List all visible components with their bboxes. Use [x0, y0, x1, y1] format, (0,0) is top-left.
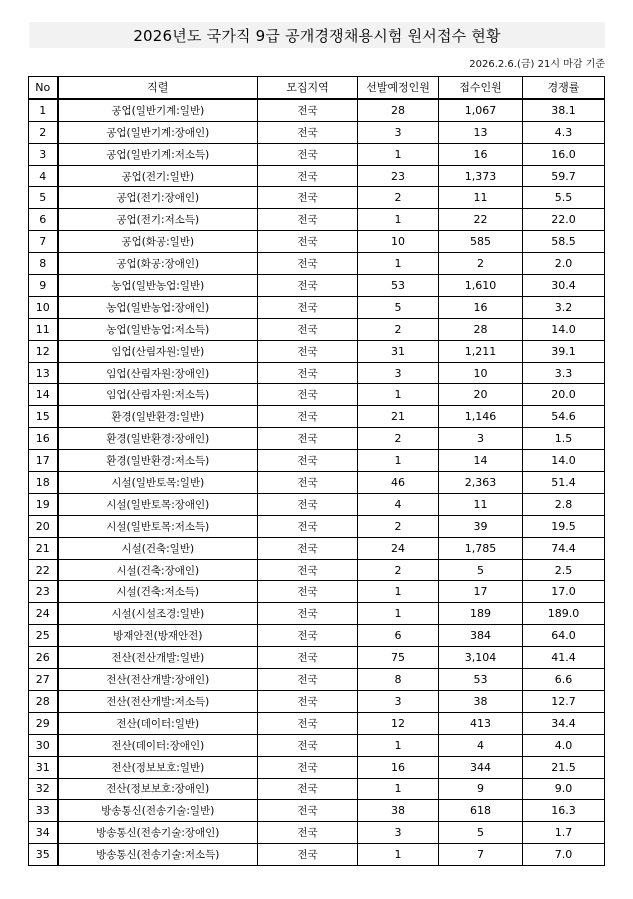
row-no: 20 — [29, 515, 58, 537]
row-applicants: 5 — [439, 822, 523, 844]
row-applicants: 17 — [439, 581, 523, 603]
row-no: 30 — [29, 734, 58, 756]
row-no: 23 — [29, 581, 58, 603]
row-applicants: 16 — [439, 143, 523, 165]
row-series: 공업(일반기계:장애인) — [58, 121, 258, 143]
row-applicants: 5 — [439, 559, 523, 581]
row-region: 전국 — [258, 581, 358, 603]
row-no: 17 — [29, 450, 58, 472]
table-row — [29, 493, 605, 515]
row-ratio: 9.0 — [523, 778, 605, 800]
table-row — [29, 844, 605, 866]
row-ratio: 7.0 — [523, 844, 605, 866]
row-applicants: 1,211 — [439, 340, 523, 362]
application-status-table — [28, 76, 605, 866]
row-series: 공업(전기:일반) — [58, 165, 258, 187]
row-ratio: 2.0 — [523, 253, 605, 275]
row-region: 전국 — [258, 253, 358, 275]
row-applicants: 4 — [439, 734, 523, 756]
row-planned: 16 — [358, 756, 439, 778]
header-no: No — [29, 77, 58, 99]
table-row — [29, 318, 605, 340]
row-series: 공업(일반기계:저소득) — [58, 143, 258, 165]
row-planned: 38 — [358, 800, 439, 822]
row-region: 전국 — [258, 756, 358, 778]
row-series: 공업(전기:저소득) — [58, 209, 258, 231]
row-ratio: 16.3 — [523, 800, 605, 822]
row-planned: 75 — [358, 647, 439, 669]
row-series: 시설(건축:장애인) — [58, 559, 258, 581]
row-region: 전국 — [258, 537, 358, 559]
row-region: 전국 — [258, 778, 358, 800]
row-region: 전국 — [258, 493, 358, 515]
row-no: 31 — [29, 756, 58, 778]
row-region: 전국 — [258, 669, 358, 691]
row-ratio: 39.1 — [523, 340, 605, 362]
row-ratio: 38.1 — [523, 99, 605, 121]
row-planned: 53 — [358, 275, 439, 297]
row-series: 시설(건축:일반) — [58, 537, 258, 559]
row-planned: 31 — [358, 340, 439, 362]
row-no: 5 — [29, 187, 58, 209]
row-no: 13 — [29, 362, 58, 384]
row-planned: 1 — [358, 384, 439, 406]
row-planned: 1 — [358, 581, 439, 603]
table-row — [29, 428, 605, 450]
row-planned: 2 — [358, 559, 439, 581]
row-applicants: 11 — [439, 187, 523, 209]
row-series: 농업(일반농업:일반) — [58, 275, 258, 297]
row-applicants: 38 — [439, 690, 523, 712]
row-ratio: 6.6 — [523, 669, 605, 691]
table-header-row — [29, 77, 605, 99]
row-planned: 21 — [358, 406, 439, 428]
row-planned: 1 — [358, 143, 439, 165]
row-ratio: 22.0 — [523, 209, 605, 231]
row-series: 시설(일반토목:장애인) — [58, 493, 258, 515]
row-applicants: 384 — [439, 625, 523, 647]
table-row — [29, 647, 605, 669]
row-ratio: 12.7 — [523, 690, 605, 712]
row-ratio: 189.0 — [523, 603, 605, 625]
row-planned: 2 — [358, 318, 439, 340]
row-region: 전국 — [258, 187, 358, 209]
row-planned: 1 — [358, 253, 439, 275]
row-applicants: 344 — [439, 756, 523, 778]
row-applicants: 1,146 — [439, 406, 523, 428]
row-ratio: 34.4 — [523, 712, 605, 734]
row-ratio: 4.3 — [523, 121, 605, 143]
row-region: 전국 — [258, 625, 358, 647]
row-series: 전산(정보보호:장애인) — [58, 778, 258, 800]
row-applicants: 53 — [439, 669, 523, 691]
row-applicants: 3 — [439, 428, 523, 450]
row-ratio: 54.6 — [523, 406, 605, 428]
row-planned: 23 — [358, 165, 439, 187]
row-applicants: 39 — [439, 515, 523, 537]
row-region: 전국 — [258, 340, 358, 362]
row-planned: 1 — [358, 844, 439, 866]
row-region: 전국 — [258, 647, 358, 669]
table-row — [29, 165, 605, 187]
row-region: 전국 — [258, 121, 358, 143]
row-applicants: 413 — [439, 712, 523, 734]
row-ratio: 74.4 — [523, 537, 605, 559]
row-series: 공업(일반기계:일반) — [58, 99, 258, 121]
row-series: 방재안전(방재안전) — [58, 625, 258, 647]
table-row — [29, 121, 605, 143]
row-no: 15 — [29, 406, 58, 428]
table-row — [29, 669, 605, 691]
row-no: 25 — [29, 625, 58, 647]
header-planned: 선발예정인원 — [358, 77, 439, 99]
row-no: 35 — [29, 844, 58, 866]
row-applicants: 16 — [439, 296, 523, 318]
row-no: 6 — [29, 209, 58, 231]
table-row — [29, 450, 605, 472]
table-row — [29, 231, 605, 253]
row-series: 전산(데이터:장애인) — [58, 734, 258, 756]
row-region: 전국 — [258, 231, 358, 253]
table-row — [29, 537, 605, 559]
row-applicants: 1,785 — [439, 537, 523, 559]
row-region: 전국 — [258, 428, 358, 450]
row-region: 전국 — [258, 143, 358, 165]
row-no: 24 — [29, 603, 58, 625]
table-row — [29, 625, 605, 647]
row-no: 21 — [29, 537, 58, 559]
table-body — [29, 99, 605, 866]
row-series: 시설(건축:저소득) — [58, 581, 258, 603]
row-series: 전산(전산개발:장애인) — [58, 669, 258, 691]
row-applicants: 618 — [439, 800, 523, 822]
row-region: 전국 — [258, 406, 358, 428]
row-no: 29 — [29, 712, 58, 734]
row-applicants: 9 — [439, 778, 523, 800]
row-series: 전산(정보보호:일반) — [58, 756, 258, 778]
row-series: 방송통신(전송기술:일반) — [58, 800, 258, 822]
row-series: 환경(일반환경:일반) — [58, 406, 258, 428]
row-series: 농업(일반농업:장애인) — [58, 296, 258, 318]
row-no: 4 — [29, 165, 58, 187]
row-series: 환경(일반환경:저소득) — [58, 450, 258, 472]
row-region: 전국 — [258, 362, 358, 384]
table-row — [29, 778, 605, 800]
row-ratio: 4.0 — [523, 734, 605, 756]
row-region: 전국 — [258, 559, 358, 581]
header-ratio: 경쟁률 — [523, 77, 605, 99]
row-applicants: 2 — [439, 253, 523, 275]
row-region: 전국 — [258, 275, 358, 297]
row-no: 10 — [29, 296, 58, 318]
row-ratio: 58.5 — [523, 231, 605, 253]
table-row — [29, 603, 605, 625]
row-planned: 1 — [358, 209, 439, 231]
table-row — [29, 559, 605, 581]
table-row — [29, 515, 605, 537]
row-planned: 1 — [358, 778, 439, 800]
document-title: 2026년도 국가직 9급 공개경쟁채용시험 원서접수 현황 — [29, 22, 605, 48]
row-ratio: 3.2 — [523, 296, 605, 318]
row-applicants: 7 — [439, 844, 523, 866]
row-region: 전국 — [258, 712, 358, 734]
row-ratio: 21.5 — [523, 756, 605, 778]
row-no: 9 — [29, 275, 58, 297]
row-planned: 4 — [358, 493, 439, 515]
row-planned: 1 — [358, 603, 439, 625]
row-applicants: 28 — [439, 318, 523, 340]
row-ratio: 3.3 — [523, 362, 605, 384]
row-planned: 8 — [358, 669, 439, 691]
row-region: 전국 — [258, 515, 358, 537]
row-series: 시설(시설조경:일반) — [58, 603, 258, 625]
row-applicants: 1,610 — [439, 275, 523, 297]
row-planned: 5 — [358, 296, 439, 318]
table-row — [29, 800, 605, 822]
table-row — [29, 143, 605, 165]
header-series: 직렬 — [58, 77, 258, 99]
row-applicants: 1,067 — [439, 99, 523, 121]
row-planned: 2 — [358, 515, 439, 537]
row-series: 공업(화공:장애인) — [58, 253, 258, 275]
row-applicants: 13 — [439, 121, 523, 143]
row-series: 환경(일반환경:장애인) — [58, 428, 258, 450]
row-region: 전국 — [258, 209, 358, 231]
row-no: 14 — [29, 384, 58, 406]
table-row — [29, 756, 605, 778]
row-ratio: 2.8 — [523, 493, 605, 515]
row-ratio: 20.0 — [523, 384, 605, 406]
row-no: 1 — [29, 99, 58, 121]
row-region: 전국 — [258, 844, 358, 866]
row-series: 임업(산림자원:일반) — [58, 340, 258, 362]
row-series: 시설(일반토목:저소득) — [58, 515, 258, 537]
row-no: 18 — [29, 472, 58, 494]
table-row — [29, 209, 605, 231]
row-ratio: 64.0 — [523, 625, 605, 647]
table-row — [29, 384, 605, 406]
row-series: 전산(전산개발:일반) — [58, 647, 258, 669]
row-ratio: 17.0 — [523, 581, 605, 603]
row-no: 27 — [29, 669, 58, 691]
row-ratio: 59.7 — [523, 165, 605, 187]
row-no: 32 — [29, 778, 58, 800]
table-row — [29, 275, 605, 297]
row-region: 전국 — [258, 603, 358, 625]
row-no: 19 — [29, 493, 58, 515]
row-series: 임업(산림자원:장애인) — [58, 362, 258, 384]
row-no: 3 — [29, 143, 58, 165]
row-region: 전국 — [258, 690, 358, 712]
row-ratio: 2.5 — [523, 559, 605, 581]
row-region: 전국 — [258, 384, 358, 406]
row-ratio: 30.4 — [523, 275, 605, 297]
table-row — [29, 99, 605, 121]
table-row — [29, 253, 605, 275]
row-no: 8 — [29, 253, 58, 275]
row-ratio: 1.7 — [523, 822, 605, 844]
row-planned: 1 — [358, 734, 439, 756]
row-applicants: 1,373 — [439, 165, 523, 187]
table-row — [29, 581, 605, 603]
row-no: 2 — [29, 121, 58, 143]
table-row — [29, 340, 605, 362]
row-no: 7 — [29, 231, 58, 253]
row-series: 시설(일반토목:일반) — [58, 472, 258, 494]
row-applicants: 585 — [439, 231, 523, 253]
table-row — [29, 406, 605, 428]
row-no: 12 — [29, 340, 58, 362]
row-planned: 3 — [358, 121, 439, 143]
row-no: 16 — [29, 428, 58, 450]
row-series: 전산(전산개발:저소득) — [58, 690, 258, 712]
row-region: 전국 — [258, 99, 358, 121]
row-region: 전국 — [258, 822, 358, 844]
table-row — [29, 690, 605, 712]
row-planned: 6 — [358, 625, 439, 647]
row-applicants: 189 — [439, 603, 523, 625]
header-applicants: 접수인원 — [439, 77, 523, 99]
table-row — [29, 362, 605, 384]
row-applicants: 22 — [439, 209, 523, 231]
row-ratio: 51.4 — [523, 472, 605, 494]
table-row — [29, 472, 605, 494]
row-series: 방송통신(전송기술:장애인) — [58, 822, 258, 844]
table-row — [29, 734, 605, 756]
row-series: 공업(화공:일반) — [58, 231, 258, 253]
table-row — [29, 822, 605, 844]
row-series: 방송통신(전송기술:저소득) — [58, 844, 258, 866]
deadline-note: 2026.2.6.(금) 21시 마감 기준 — [469, 59, 605, 70]
table-row — [29, 187, 605, 209]
row-region: 전국 — [258, 165, 358, 187]
row-ratio: 5.5 — [523, 187, 605, 209]
row-ratio: 16.0 — [523, 143, 605, 165]
row-planned: 24 — [358, 537, 439, 559]
table-row — [29, 712, 605, 734]
row-series: 임업(산림자원:저소득) — [58, 384, 258, 406]
row-region: 전국 — [258, 734, 358, 756]
row-planned: 10 — [358, 231, 439, 253]
row-series: 전산(데이터:일반) — [58, 712, 258, 734]
row-region: 전국 — [258, 318, 358, 340]
row-ratio: 41.4 — [523, 647, 605, 669]
row-applicants: 14 — [439, 450, 523, 472]
row-ratio: 14.0 — [523, 318, 605, 340]
row-no: 11 — [29, 318, 58, 340]
row-region: 전국 — [258, 450, 358, 472]
row-no: 33 — [29, 800, 58, 822]
row-applicants: 2,363 — [439, 472, 523, 494]
row-region: 전국 — [258, 296, 358, 318]
row-planned: 28 — [358, 99, 439, 121]
row-planned: 1 — [358, 450, 439, 472]
row-no: 28 — [29, 690, 58, 712]
row-planned: 12 — [358, 712, 439, 734]
row-no: 22 — [29, 559, 58, 581]
row-ratio: 19.5 — [523, 515, 605, 537]
row-ratio: 1.5 — [523, 428, 605, 450]
row-applicants: 10 — [439, 362, 523, 384]
row-region: 전국 — [258, 800, 358, 822]
table-row — [29, 296, 605, 318]
row-region: 전국 — [258, 472, 358, 494]
row-planned: 3 — [358, 822, 439, 844]
header-region: 모집지역 — [258, 77, 358, 99]
row-series: 농업(일반농업:저소득) — [58, 318, 258, 340]
row-series: 공업(전기:장애인) — [58, 187, 258, 209]
row-applicants: 20 — [439, 384, 523, 406]
row-applicants: 11 — [439, 493, 523, 515]
row-applicants: 3,104 — [439, 647, 523, 669]
row-planned: 2 — [358, 428, 439, 450]
row-ratio: 14.0 — [523, 450, 605, 472]
row-planned: 2 — [358, 187, 439, 209]
row-planned: 46 — [358, 472, 439, 494]
row-planned: 3 — [358, 690, 439, 712]
row-planned: 3 — [358, 362, 439, 384]
row-no: 26 — [29, 647, 58, 669]
row-no: 34 — [29, 822, 58, 844]
